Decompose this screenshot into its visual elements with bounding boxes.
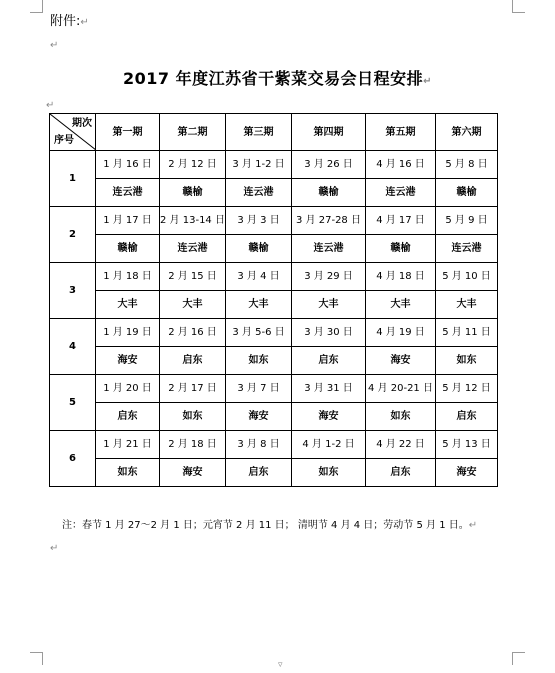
date-cell: 5 月 8 日	[436, 151, 498, 179]
location-cell: 连云港	[292, 235, 366, 263]
page-bottom-mark: ▿	[278, 660, 283, 670]
location-cell: 如东	[160, 403, 226, 431]
row-index: 5	[50, 375, 96, 431]
table-row	[50, 151, 498, 179]
location-cell: 如东	[226, 347, 292, 375]
schedule-table	[49, 113, 498, 487]
footnote-text: 注：春节 1 月 27～2 月 1 日；元宵节 2 月 11 日； 清明节 4 月 4 日；劳动节 5 月 1 日。	[62, 520, 469, 531]
date-cell: 1 月 21 日	[96, 431, 160, 459]
location-cell: 启东	[160, 347, 226, 375]
location-cell: 赣榆	[160, 179, 226, 207]
location-cell: 大丰	[292, 291, 366, 319]
date-cell: 1 月 17 日	[96, 207, 160, 235]
location-cell: 如东	[366, 403, 436, 431]
table-row	[50, 235, 498, 263]
date-cell: 5 月 13 日	[436, 431, 498, 459]
column-header: 第六期	[436, 114, 498, 151]
location-cell: 海安	[436, 459, 498, 487]
date-cell: 3 月 27-28 日	[292, 207, 366, 235]
date-cell: 1 月 18 日	[96, 263, 160, 291]
location-cell: 启东	[226, 459, 292, 487]
location-cell: 大丰	[96, 291, 160, 319]
date-cell: 5 月 11 日	[436, 319, 498, 347]
row-index: 3	[50, 263, 96, 319]
date-cell: 2 月 12 日	[160, 151, 226, 179]
location-cell: 海安	[366, 347, 436, 375]
column-header: 第五期	[366, 114, 436, 151]
crop-mark-bottom-right	[512, 652, 525, 665]
table-row	[50, 319, 498, 347]
location-cell: 大丰	[436, 291, 498, 319]
date-cell: 3 月 8 日	[226, 431, 292, 459]
attachment-text: 附件:	[50, 14, 81, 29]
location-cell: 连云港	[436, 235, 498, 263]
date-cell: 3 月 30 日	[292, 319, 366, 347]
location-cell: 赣榆	[436, 179, 498, 207]
location-cell: 如东	[96, 459, 160, 487]
column-header: 第三期	[226, 114, 292, 151]
location-cell: 如东	[436, 347, 498, 375]
date-cell: 4 月 17 日	[366, 207, 436, 235]
date-cell: 3 月 31 日	[292, 375, 366, 403]
date-cell: 5 月 12 日	[436, 375, 498, 403]
paragraph-mark: ↵	[50, 40, 59, 51]
location-cell: 启东	[292, 347, 366, 375]
row-index: 4	[50, 319, 96, 375]
corner-top-label: 期次	[72, 118, 92, 129]
column-header: 第二期	[160, 114, 226, 151]
location-cell: 赣榆	[226, 235, 292, 263]
column-header: 第四期	[292, 114, 366, 151]
table-row	[50, 375, 498, 403]
crop-mark-top-right	[512, 0, 525, 13]
location-cell: 连云港	[226, 179, 292, 207]
location-cell: 大丰	[366, 291, 436, 319]
crop-mark-top-left	[30, 0, 43, 13]
row-index: 2	[50, 207, 96, 263]
date-cell: 2 月 18 日	[160, 431, 226, 459]
paragraph-mark: ↵	[46, 100, 55, 111]
document-title	[0, 66, 555, 89]
corner-header	[50, 114, 96, 151]
table-row	[50, 291, 498, 319]
date-cell: 3 月 4 日	[226, 263, 292, 291]
date-cell: 3 月 26 日	[292, 151, 366, 179]
date-cell: 2 月 13-14 日	[160, 207, 226, 235]
location-cell: 启东	[436, 403, 498, 431]
row-index: 1	[50, 151, 96, 207]
paragraph-mark: ↵	[423, 76, 432, 87]
date-cell: 4 月 22 日	[366, 431, 436, 459]
location-cell: 大丰	[160, 291, 226, 319]
location-cell: 启东	[366, 459, 436, 487]
date-cell: 3 月 3 日	[226, 207, 292, 235]
date-cell: 2 月 15 日	[160, 263, 226, 291]
table-row	[50, 431, 498, 459]
table-row	[50, 347, 498, 375]
crop-mark-bottom-left	[30, 652, 43, 665]
date-cell: 4 月 18 日	[366, 263, 436, 291]
date-cell: 3 月 1-2 日	[226, 151, 292, 179]
paragraph-mark: ↵	[50, 543, 59, 554]
location-cell: 如东	[292, 459, 366, 487]
date-cell: 4 月 20-21 日	[366, 375, 436, 403]
location-cell: 海安	[160, 459, 226, 487]
footnote	[62, 516, 477, 531]
location-cell: 赣榆	[292, 179, 366, 207]
table-row	[50, 179, 498, 207]
table-row	[50, 403, 498, 431]
attachment-label	[50, 10, 89, 29]
table-row	[50, 459, 498, 487]
date-cell: 5 月 10 日	[436, 263, 498, 291]
date-cell: 5 月 9 日	[436, 207, 498, 235]
document-title-text: 2017 年度江苏省干紫菜交易会日程安排	[123, 69, 424, 88]
location-cell: 连云港	[160, 235, 226, 263]
date-cell: 3 月 5-6 日	[226, 319, 292, 347]
date-cell: 4 月 1-2 日	[292, 431, 366, 459]
table-row	[50, 263, 498, 291]
location-cell: 海安	[292, 403, 366, 431]
date-cell: 3 月 7 日	[226, 375, 292, 403]
location-cell: 赣榆	[96, 235, 160, 263]
row-index: 6	[50, 431, 96, 487]
date-cell: 1 月 16 日	[96, 151, 160, 179]
corner-bottom-label: 序号	[54, 135, 74, 146]
date-cell: 2 月 17 日	[160, 375, 226, 403]
date-cell: 1 月 19 日	[96, 319, 160, 347]
location-cell: 赣榆	[366, 235, 436, 263]
date-cell: 3 月 29 日	[292, 263, 366, 291]
location-cell: 启东	[96, 403, 160, 431]
date-cell: 4 月 16 日	[366, 151, 436, 179]
location-cell: 海安	[96, 347, 160, 375]
paragraph-mark: ↵	[80, 17, 89, 28]
header-row	[50, 114, 498, 151]
date-cell: 2 月 16 日	[160, 319, 226, 347]
location-cell: 海安	[226, 403, 292, 431]
paragraph-mark: ↵	[468, 520, 478, 531]
table-row	[50, 207, 498, 235]
location-cell: 连云港	[366, 179, 436, 207]
date-cell: 1 月 20 日	[96, 375, 160, 403]
date-cell: 4 月 19 日	[366, 319, 436, 347]
column-header: 第一期	[96, 114, 160, 151]
location-cell: 连云港	[96, 179, 160, 207]
location-cell: 大丰	[226, 291, 292, 319]
